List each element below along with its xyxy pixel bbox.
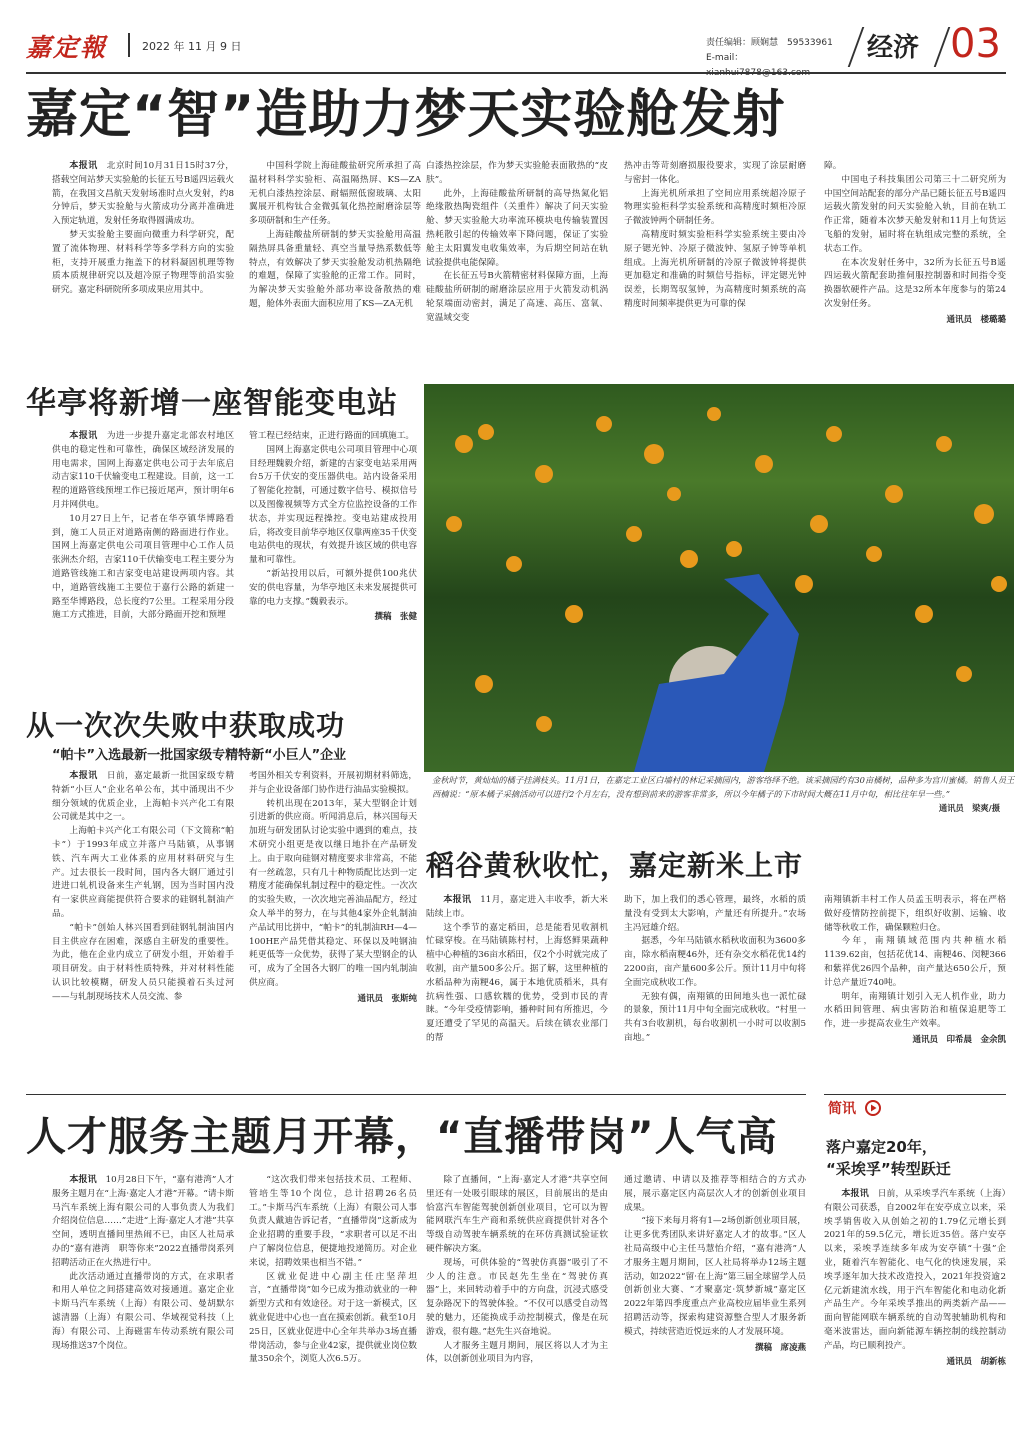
- lead-tag: 本报讯: [69, 1175, 97, 1185]
- paragraph: 考国外相关专利资料，开展初期材料筛选，并与企业设备部门协作进行油品实验模拟。: [249, 771, 417, 795]
- editor-info: [706, 36, 846, 81]
- editor-email: E-mail：: [706, 53, 744, 63]
- brief-tag-label: 简讯: [828, 1101, 856, 1117]
- visitor: [634, 574, 799, 772]
- paragraph: 日前，嘉定最新一批国家级专精特新“小巨人”企业名单公布，其中涌现出不少细分领域的优质企业，上海帕卡兴产化工有限公司就是其中之一。: [52, 771, 234, 823]
- paragraph: 明年，南翔镇计划引入无人机作业，助力水稻田间管理、病虫害防治和植保追肥等工作，进一步提高农业生产效率。: [824, 991, 1006, 1030]
- paragraph: 上海硅酸盐所研制的梦天实验舱用高温隔热屏具备重量轻、真空当量导热系数低等特点，有效解决了梦天实验舱发动机热隔绝的难题，保障了实验舱的正常工作。同时，为解决梦天实验舱外部功率设备散热的难题，舱体外表面大面积应用了KS—ZA无机: [249, 229, 421, 309]
- paragraph: 日前，从采埃孚汽车系统（上海）有限公司获悉，自2002年在安亭成立以来，采埃孚销售收入从创始之初的1.79亿元增长到2021年的59.5亿元，增长近35倍。落户安亭以来，采埃孚连续多年成为安亭镇“十强”企业，随着汽车智能化、电气化的快速发展，采埃孚逐年加大技术改造投入，2021年投资逾2亿元新建流水线，用于汽车智能化和电动化新产品生产。今年采埃孚推出的两类新产品——面向智能网联车辆系统的自动驾驶辅助机构和毫米波雷达，面向新能源车辆控制的线控制动产品，均已顺利投产。: [824, 1189, 1006, 1351]
- header-slash-2: [934, 27, 951, 67]
- byline: 通讯员 印希晨 金余凯: [912, 1034, 1006, 1045]
- paragraph: 上海帕卡兴产化工有限公司（下文简称“帕卡”）于1993年成立并落户马陆镇，从事钢铁、汽车两大工业体系的应用材料研究与生产。过去很长一段时间，国内各大钢厂通过引进进口轧机设备来生产轧钢，因为当时国内没有一家供应商能提供符合要求的硅钢轧制油产品。: [52, 826, 234, 919]
- byline: 通讯员 张斯纯: [357, 993, 417, 1004]
- article-headline-substation: 华亭将新增一座智能变电站: [26, 386, 398, 421]
- paragraph: 无独有偶，南翔镇的田间地头也一派忙碌的景象，预计11月中旬全面完成秋收。“村里一共有3台收割机，每台收割机一小时可以收割5亩地。”: [624, 991, 806, 1043]
- article-column: [249, 160, 421, 372]
- editor-name: 责任编辑：顾娴慧 59533961: [706, 38, 833, 48]
- paragraph: 11月，嘉定进入丰收季，新大米陆续上市。: [426, 895, 608, 919]
- article-column: [824, 160, 1006, 372]
- article-headline-talent: 人才服务主题月开幕，“直播带岗”人气高: [26, 1114, 778, 1160]
- article-column: [824, 1188, 1006, 1438]
- article-column: [52, 770, 234, 1082]
- orange-orchard-photo: [424, 384, 1014, 772]
- article-column: [249, 1174, 417, 1436]
- paragraph: 据悉，今年马陆镇水稻秋收面积为3600多亩，除水稻南粳46外，还有杂交水稻花优14约2200亩，亩产量600多公斤。预计11月中旬将全面完成秋收工作。: [624, 936, 806, 988]
- paragraph: 在长征五号B火箭精密材料保障方面，上海硅酸盐所研制的耐磨涂层应用于火箭发动机涡轮泵端面动密封，满足了高速、高压、富氧、宽温域交变: [426, 271, 608, 323]
- article-column: [824, 894, 1006, 1084]
- paragraph: 障。: [824, 161, 842, 171]
- lead-tag: 本报讯: [69, 431, 98, 441]
- paragraph: 10月27日上午，记者在华亭镇华博路看到，施工人员正对道路南侧的路面进行作业。国网上海嘉定供电公司项目管理中心工作人员张洲杰介绍，吉家110千伏输变电工程主要分为道路管线施工和吉家变电站建设两项内容。其中，道路管线施工主要位于嘉行公路的新建一路至华博路段，总长度约7公里。工程采用分段施工方式推进，目前，大部分路面开挖和预埋: [52, 513, 234, 621]
- article-column: [249, 430, 417, 692]
- article-column: [52, 430, 234, 692]
- photo-caption: [432, 773, 1022, 815]
- paragraph: 白漆热控涂层，作为梦天实验舱表面散热的“皮肤”。: [426, 161, 608, 185]
- paragraph: 热冲击等苛刻磨损服役要求，实现了涂层耐磨与密封一体化。: [624, 161, 806, 185]
- lead-tag: 本报讯: [69, 771, 98, 781]
- brief-headline: [826, 1136, 1006, 1180]
- paragraph: 梦天实验舱主要面向微重力科学研究，配置了流体物理、材料科学等多学科方向的实验柜，支持开展重力拖盖下的材料凝固机理等物质本质规律研究以及超冷原子物理等前沿实验研究。嘉定科研院所多项成果应用其中。: [52, 229, 234, 296]
- section-rule: [26, 1094, 806, 1095]
- paragraph: 10月28日下午，“嘉有港湾”人才服务主题月在“上海·嘉定人才港”开幕。“请卡斯马汽车系统上海有限公司的人事负责人为我们介绍岗位信息……”走进“上海·嘉定人才港”共享空间，透明直播间里热闹不已，由区人社局承办的“嘉有港湾 职等你来”2022直播带岗系列招聘活动正在火热进行中。: [52, 1175, 234, 1268]
- byline: 通讯员 胡新栋: [946, 1356, 1006, 1367]
- paragraph: 通过邀请、申请以及推荐等相结合的方式办展，展示嘉定区内高层次人才的创新创业项目成果。: [624, 1175, 806, 1213]
- byline: 通讯员 楼璐璐: [946, 314, 1006, 325]
- caption-text: 金秋时节，黄灿灿的橘子挂满枝头。11月1日，在嘉定工业区白墙村的林记采摘园内，游客络绎不绝。该采摘园约有30亩橘树，品种多为宫川蜜橘。销售人员王西楠说：“原本橘子采摘活动可以进行2个月左右，没有想到前来的游客非常多，所以今年橘子的下市时间大概在11月中旬，相比往年早一些。”: [432, 775, 1015, 799]
- paragraph: “这次我们带来包括技术员、工程师、管培生等10个岗位，总计招聘26名员工。”卡斯马汽车系统（上海）有限公司人事负责人戴迪告诉记者，“直播带岗”这新成为企业招聘的重要手段，“求职者可以足不出户了解岗位信息，便捷地投递简历。对企业来说，招聘效果也相当不错。”: [249, 1175, 417, 1268]
- paragraph: 北京时间10月31日15时37分，搭载空间站梦天实验舱的长征五号B遥四运载火箭，在我国文昌航天发射场准时点火发射，约8分钟后，梦天实验舱与火箭成功分离并准确进入预定轨道，发射任务取得圆满成功。: [52, 161, 234, 227]
- paragraph: 现场，可供体验的“驾驶仿真器”吸引了不少人的注意。市民赵先生坐在“驾驶仿真器”上，来回转动着手中的方向盘，沉浸式感受复杂路况下的驾驶体验。“不仅可以感受自动驾驶的魅力，还能换成手动控制模式，像是在玩游戏，很有趣。”赵先生兴奋地说。: [426, 1257, 608, 1337]
- paragraph: 高精度时频实验柜科学实验系统主要由冷原子锶光钟、冷原子微波钟、氢原子钟等单机组成。上海光机所研制的冷原子微波钟将提供更加稳定和准确的时频信号指标，评定锶光钟误差，长期驾驭氢钟，为高精度时频系统的高精度时间频率提供更为可靠的保: [624, 229, 806, 309]
- lead-tag: 本报讯: [443, 895, 472, 905]
- paragraph: 此次活动通过直播带岗的方式，在求职者和用人单位之间搭建高效对接通道。嘉定企业卡斯马汽车系统（上海）有限公司、曼胡默尔滤清器（上海）有限公司、华域视觉科技（上海）有限公司、上海磁雷车传动系统有限公司现场推送37个岗位。: [52, 1271, 234, 1351]
- byline: 撰稿 席凌燕: [754, 1342, 806, 1353]
- paragraph: 为进一步提升嘉定北部农村地区供电的稳定性和可靠性，确保区域经济发展的用电需求，国网上海嘉定供电公司于去年底启动吉家110千伏输变电工程建设。目前，这一工程的道路管线预埋工作已接近尾声，预计明年6月并网供电。: [52, 431, 234, 510]
- paragraph: “新站投用以后，可额外提供100兆伏安的供电容量，为华亭地区未来发展提供可靠的电力支撑。”魏毅表示。: [249, 568, 417, 607]
- photo-byline: 通讯员 梁爽/摄: [938, 803, 1000, 813]
- photo-illustration: [424, 384, 1014, 772]
- paragraph: 中国科学院上海硅酸盐研究所承担了高温材料科学实验柜、高温隔热屏、KS—ZA无机白漆热控涂层、耐辐照低窗玻璃、太阳翼展开机构钛合金微弧氧化热控耐磨涂层等多项研制和生产任务。: [249, 161, 421, 227]
- brief-rule: [824, 1094, 1006, 1095]
- brief-headline-line: “采埃孚”转型跃迁: [826, 1160, 951, 1178]
- header-divider: [128, 33, 130, 57]
- article-column: [249, 770, 417, 1082]
- paragraph: 区就业促进中心副主任庄坚萍坦言，“直播带岗”如今已成为推动就业的一种新型方式和有效途径。对于这一新模式，区就业促进中心也一直在摸索创新。截至10月25日，区就业促进中心全年共举办3场直播带岗活动，参与企业42家，提供就业岗位数量350余个，浏览人次6.5万。: [249, 1271, 417, 1365]
- play-circle-icon: [865, 1100, 881, 1116]
- article-column: [426, 160, 608, 372]
- article-headline-paka: 从一次次失败中获取成功: [26, 709, 346, 742]
- paragraph: “接下来每月将有1—2场创新创业项目展，让更多优秀团队来讲好嘉定人才的故事。”区人社局高级中心主任马慧怡介绍，“嘉有港湾”人才服务主题月期间，区人社局将举办12场主题活动，如2022“留·在上海”第三届全球留学人员创新创业大赛、“才聚嘉定·筑梦新城”嘉定区2022年第四季度重点产业高校应届毕业生系列招聘活动等，探索构建资源整合型人才服务新模式，持续营造近悦远来的人才发展环境。: [624, 1216, 806, 1337]
- article-subtitle: “帕卡”入选最新一批国家级专精特新“小巨人”企业: [52, 748, 347, 763]
- article-headline-rice: 稻谷黄秋收忙，嘉定新米上市: [426, 849, 804, 882]
- paragraph: 除了直播间，“上海·嘉定人才港”共享空间里还有一处吸引眼球的展区，目前展出的是由恰富汽车智能驾驶创新创业项目，它可以为智能网联汽车生产商和系统供应商提供针对各个等级自动驾驶车辆系统的在环仿真测试验证软硬件解决方案。: [426, 1175, 608, 1254]
- article-column: [624, 1174, 806, 1436]
- paragraph: “帕卡”创始人林兴国看到硅钢轧制油国内目主供应存在困难，深感自主研发的重要性。为此，他在企业内成立了研发小组，开始着手项目研发。由于材料性质特殊，并对材料性能认识比较模糊，研发人员只能摸着石头过河——与轧制现场技术人员交流、参: [52, 922, 234, 1002]
- brief-headline-line: 落户嘉定20年，: [826, 1138, 937, 1156]
- issue-date: 2022 年 11 月 9 日: [142, 40, 242, 53]
- newspaper-logo: 嘉定報: [26, 33, 108, 62]
- paragraph: 今年，南翔镇域范围内共种植水稻1139.62亩，包括花优14、南粳46、闵粳366和紫祥优26四个品种，亩产量达650公斤，预计总产量近740吨。: [824, 936, 1006, 988]
- paragraph: 此外，上海硅酸盐所研制的高导热氮化铝绝缘散热陶瓷组件（关重件）解决了问天实验舱、梦天实验舱大功率流环模块电传输装置因热耗散引起的传输效率下降问题，保证了实验舱主太阳翼发电收集效率，为后期空间站在轨试验提供电能保障。: [426, 188, 608, 268]
- lead-tag: 本报讯: [841, 1189, 869, 1199]
- paragraph: 上海光机所承担了空间应用系统超冷原子物理实验柜科学实验系统和高精度时频柜冷原子微波钟两个研制任务。: [624, 188, 806, 227]
- article-column: [426, 894, 608, 1084]
- section-name: 经济: [867, 33, 920, 63]
- paragraph: 助下，加上我们的悉心管理，最终，水稻的质量没有受到太大影响，产量还有所提升。”农场主冯冠雄介绍。: [624, 895, 806, 933]
- paragraph: 人才服务主题月期间，展区将以人才为主体，以创新创业项目为内容，: [426, 1340, 608, 1365]
- paragraph: 管工程已经结束，正进行路面的回填施工。: [249, 431, 415, 441]
- paragraph: 国网上海嘉定供电公司项目管理中心项目经理魏毅介绍，新建的吉家变电站采用两台5万千伏安的变压器供电。站内设备采用了智能化控制，可通过数字信号、模拟信号以及图像视频等方式全方位监控设备的工作状态，并实现远程操控。变电站建成投用后，将改变目前华亭地区仅靠两座35千伏变电站供电的现状，有效提升该区域的供电容量和可靠性。: [249, 444, 417, 566]
- page-number: 03: [950, 21, 1001, 67]
- article-column: [624, 894, 806, 1084]
- byline: 撰稿 张健: [374, 612, 417, 623]
- header-rule: [26, 72, 1006, 74]
- article-column: [52, 160, 234, 372]
- lead-tag: 本报讯: [69, 161, 98, 171]
- brief-tag: [828, 1098, 881, 1118]
- article-column: [624, 160, 806, 372]
- paragraph: 这个季节的嘉定稻田，总是能看见收割机忙碌穿梭。在马陆镇陈村村，上海悠鲜果蔬种植中心种植的36亩水稻田，仅2个小时就完成了收割，亩产量500多公斤。据了解，这里种植的水稻品种为南粳46，属于本地优质稻米，具有抗病性强、口感软糯的优势，受到市民的青睐。“今年受疫情影响，播种时间有所推迟，今夏还遭受了罕见的高温天。后续在镇农业部门的帮: [426, 922, 608, 1043]
- paragraph: 转机出现在2013年，某大型钢企计划引进新的供应商。听闻消息后，林兴国每天加班与研发团队讨论实验中遇到的难点，技术研究小组更是夜以继日地扑在产品研发上。由于取向硅钢对精度要求非常高，不能有一丝疏忽，只有几十种物质配比达到一定精度才能确保轧制过程中的稳定性。一次次的实验失败，一次次地完善油品配方，经过众人举半的努力，在与其他4家外企轧制油产品试用比拼中，“帕卡”的轧制油RH—4—100HE产品凭借其稳定、环保以及吨钢油耗更低等一众优势，获得了某大型钢企的认可，成为了全国各大钢厂的唯一国内轧制油供应商。: [249, 798, 417, 988]
- paragraph: 中国电子科技集团公司第三十二研究所为中国空间站配套的部分产品已随长征五号B遥四运载火箭发射的问天实验舱入轨，目前在轨工作正常，随着本次梦天舱发射和11月上旬货运飞船的发射，届时将在轨组成完整的系统，全状态工作。: [824, 174, 1006, 254]
- paragraph: 南翔镇新丰村工作人员孟玉明表示，将在严格做好疫情防控前提下，组织好收割、运输、收储等秋收工作，确保颗粒归仓。: [824, 895, 1006, 933]
- header-slash: [848, 27, 865, 67]
- article-column: [52, 1174, 234, 1436]
- paragraph: 在本次发射任务中，32所为长征五号B遥四运载火箭配套助推伺服控制器和时间指令变换器软硬件产品。这是32所本年度参与的第24次发射任务。: [824, 257, 1006, 309]
- article-headline-shenzhou: 嘉定“智”造助力梦天实验舱发射: [26, 85, 786, 145]
- article-column: [426, 1174, 608, 1436]
